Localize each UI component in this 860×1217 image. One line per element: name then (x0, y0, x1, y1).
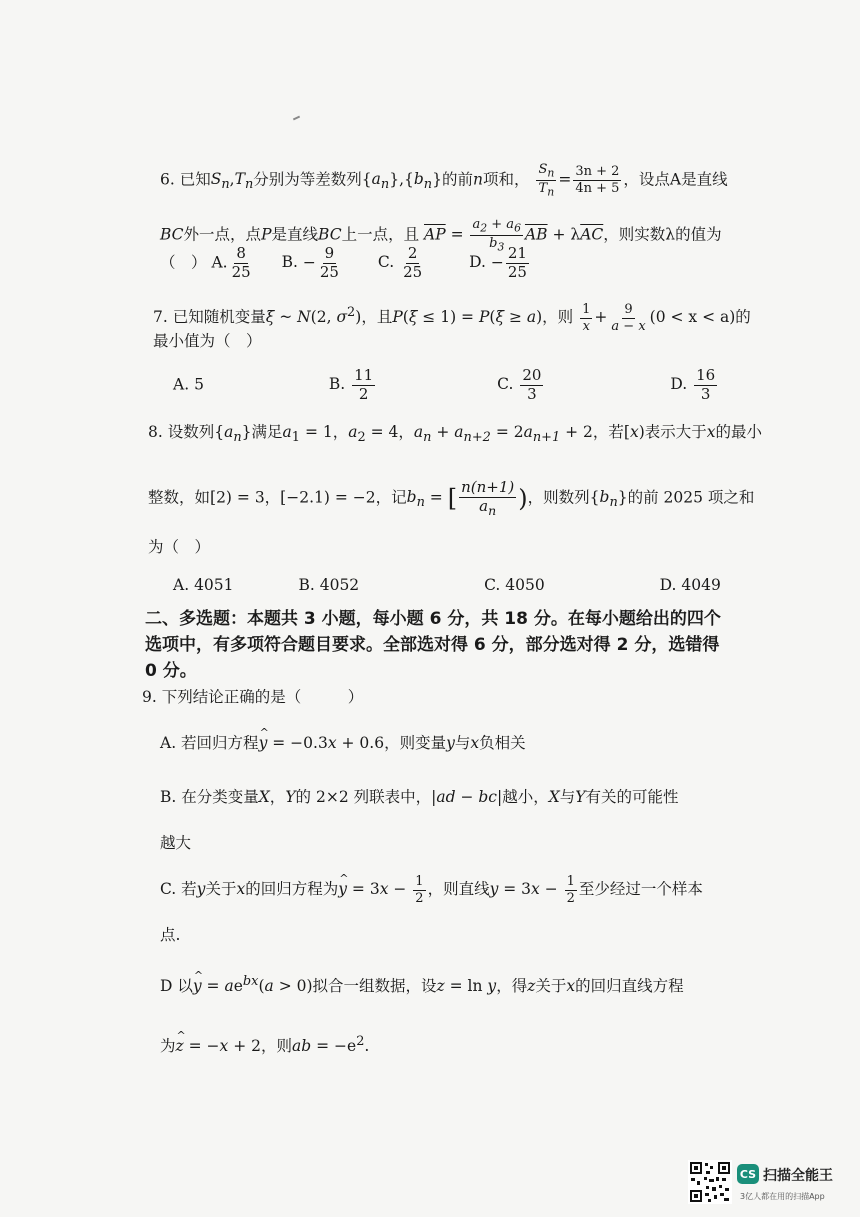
q7-options: A. 5 B. $\frac{11}{2}$ C. $\frac{20}{3}$ D. $\frac{16}{3}$ (173, 366, 716, 403)
q9-option-d-cont: 为^ z = −x + 2，则ab = $-e^2$. (160, 1036, 369, 1055)
q9-option-a: A. 若回归方程^ y = −0.3x + 0.6，则变量y与x负相关 (160, 736, 526, 752)
q8-line2: 整数，如[2) = 3，[−2.1) = −2，记$b_n$ = [ $\frac{n(n+1)}{a_n}$ )，则数列$\{b_n\}$的前 2025 项之和 (148, 478, 755, 518)
q6-line1: 6. 已知$S_n,T_n$分别为等差数列$\{a_n\},\{b_n\}$的前n项和， $\frac{S_n}{T_n}$ = $\frac{3n + 2}{4n + 5}$ ，设点A是直线 (160, 162, 728, 199)
q9-option-d: D 以^ $y = ae^{bx}(a > 0)$拟合一组数据，设z = ln y，得z关于x的回归直线方程 (160, 976, 684, 995)
camscanner-logo: CS (737, 1164, 759, 1184)
q9-option-b-cont: 越大 (160, 834, 192, 852)
q9-stem: 9. 下列结论正确的是（ ） (142, 688, 364, 706)
qr-code-icon (688, 1160, 732, 1204)
q7-line2: 最小值为（ ） (153, 332, 262, 350)
camscanner-subtitle: 3亿人都在用的扫描App (740, 1192, 825, 1201)
q9-option-b: B. 在分类变量X，Y的 2×2 列联表中，|ad − bc|越小，X与Y有关的可能性 (160, 788, 679, 806)
stray-mark (293, 116, 300, 121)
q6-line2: BC外一点，点P是直线BC上一点，且 $\overline{AP}$ = $\frac{a_2 + a_6}{b_3}$ $\overline{AB} + \lambda\overline{AC}$，则实数λ的值为 (160, 217, 722, 254)
q7-line1: 7. 已知随机变量ξ ~ N(2, $\sigma^2$)，且P(ξ ≤ 1) = P(ξ ≥ a)，则 $\frac{1}{x}$ + $\frac{9}{a - x}$ (0 < x < a)的 (153, 302, 751, 334)
q8-options: A. 4051 B. 4052 C. 4050 D. 4049 (173, 576, 721, 594)
camscanner-title: 扫描全能王 (763, 1168, 833, 1184)
q9-option-c-cont: 点. (160, 926, 181, 944)
q8-line3: 为（ ） (148, 538, 211, 556)
q9-option-c: C. 若y关于x的回归方程为^ y = 3x − $\frac{1}{2}$ ，则直线y = 3x − $\frac{1}{2}$ 至少经过一个样本 (160, 875, 703, 905)
q8-line1: 8. 设数列$\{a_n\}$满足$a_1 = 1$，$a_2 = 4$，$a_n + a_{n+2} = 2a_{n+1} + 2$，若[x)表示大于x的最小 (148, 423, 763, 446)
section-multi-choice-heading: 二、多选题：本题共 3 小题，每小题 6 分，共 18 分。在每小题给出的四个选项中，有多项符合题目要求。全部选对得 6 分，部分选对得 2 分，选错得 0 分。 (145, 609, 721, 681)
q6-options: （ ） A. $\frac{8}{25}$ B. − $\frac{9}{25}$ C. $\frac{2}{25}$ D. − $\frac{21}{25}$ (160, 244, 527, 281)
